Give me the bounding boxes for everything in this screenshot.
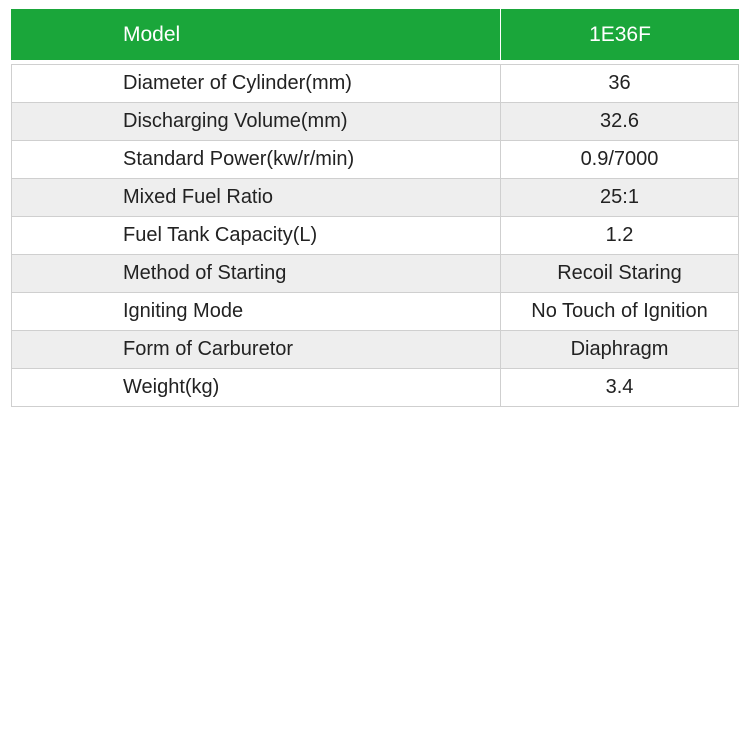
row-value: 36 — [608, 72, 631, 94]
row-value: Recoil Staring — [557, 262, 682, 284]
header-model-label: Model — [11, 9, 501, 60]
table-row — [12, 331, 738, 369]
row-value: 0.9/7000 — [580, 148, 659, 170]
row-label: Weight(kg) — [12, 369, 501, 406]
row-value: 32.6 — [600, 110, 639, 132]
row-value: 25:1 — [600, 186, 639, 208]
row-label: Igniting Mode — [12, 293, 501, 330]
spec-table — [11, 9, 739, 407]
table-row — [12, 141, 738, 179]
table-row — [12, 217, 738, 255]
table-body — [11, 64, 739, 407]
header-model-value: 1E36F — [501, 9, 739, 60]
row-label: Standard Power(kw/r/min) — [12, 141, 501, 178]
row-label: Diameter of Cylinder(mm) — [12, 65, 501, 102]
row-label: Mixed Fuel Ratio — [12, 179, 501, 216]
row-label: Method of Starting — [12, 255, 501, 292]
row-value: 3.4 — [605, 376, 634, 398]
row-label: Form of Carburetor — [12, 331, 501, 368]
table-header — [11, 9, 739, 60]
table-row — [12, 293, 738, 331]
row-label: Fuel Tank Capacity(L) — [12, 217, 501, 254]
row-value: No Touch of Ignition — [531, 300, 708, 322]
row-label: Discharging Volume(mm) — [12, 103, 501, 140]
table-row — [12, 255, 738, 293]
table-row — [12, 65, 738, 103]
table-row — [12, 103, 738, 141]
row-value: Diaphragm — [570, 338, 669, 360]
table-row — [12, 369, 738, 407]
row-value: 1.2 — [605, 224, 634, 246]
table-row — [12, 179, 738, 217]
